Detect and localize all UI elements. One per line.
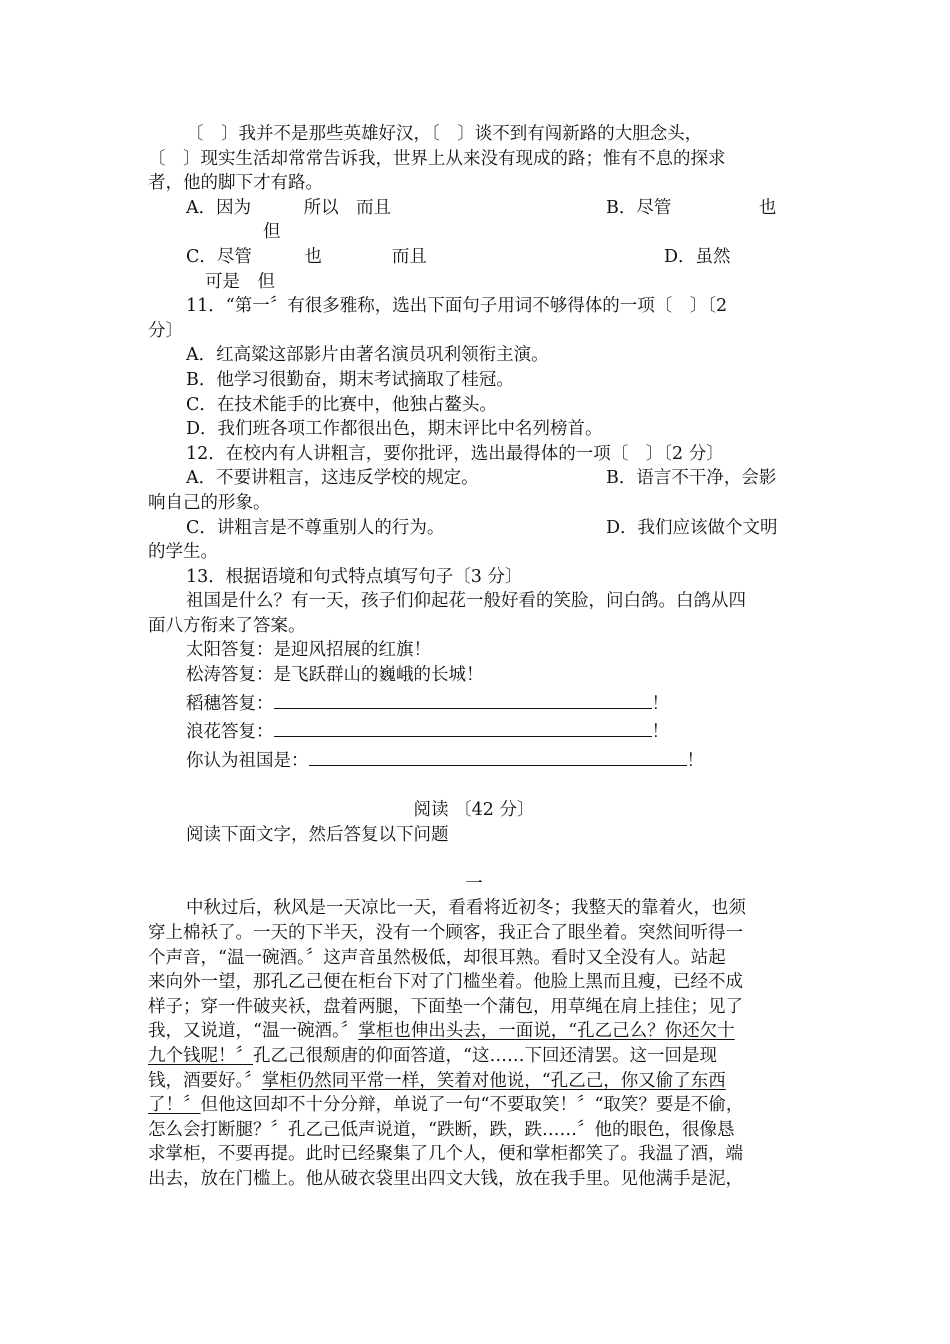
passage-line: 中秋过后，秋风是一天凉比一天，看看将近初冬；我整天的靠着火，也须 — [186, 898, 746, 919]
q11-stem: 11．“第一〞有很多雅称，选出下面句子用词不够得体的一项〔 〕〔2 — [186, 296, 728, 317]
q10-options-ab — [148, 196, 800, 221]
q11-option-d: D．我们班各项工作都很出色，期末评比中名列榜首。 — [186, 419, 603, 440]
passage-underlined-text: 九个钱呢！〞 — [148, 1045, 253, 1066]
q13-rice-label: 稻穗答复： — [186, 693, 274, 714]
q12-option-a: A．不要讲粗言，这违反学校的规定。 — [186, 468, 479, 489]
passage-line — [148, 1069, 800, 1094]
passage-line: 来向外一望，那孔乙己便在柜台下对了门槛坐着。他脸上黑而且瘦，已经不成 — [148, 972, 743, 993]
q13-you-blank[interactable] — [309, 745, 687, 766]
passage-line: 穿上棉袄了。一天的下半天，没有一个顾客，我正合了眼坐着。突然间听得一 — [148, 923, 743, 943]
passage-underlined-text: 掌柜也伸出头去，一面说，“孔乙己么？你还欠十 — [358, 1021, 735, 1042]
q12-option-b-wrap: 响自己的形象。 — [148, 492, 271, 513]
passage-line — [148, 1019, 800, 1044]
q13-you-row — [148, 745, 800, 774]
passage-line: 样子；穿一件破夹袄，盘着两腿，下面垫一个蒲包，用草绳在肩上挂住；见了 — [148, 996, 743, 1017]
q13-rice-blank[interactable] — [274, 688, 652, 709]
q13-wave-blank[interactable] — [274, 716, 652, 737]
q13-wave-row — [148, 716, 800, 745]
q10-option-c: C．尽管 也 而且 — [186, 246, 427, 267]
q11-option-b: B．他学习很勤奋，期末考试摘取了桂冠。 — [186, 369, 514, 390]
q12-option-d-wrap: 的学生。 — [148, 542, 218, 563]
q10-stem-line1: 〔 〕我并不是那些英雄好汉，〔 〕谈不到有闯新路的大胆念头， — [186, 124, 703, 144]
q13-wave-end: ！ — [651, 722, 669, 743]
q12-stem: 12．在校内有人讲粗言，要你批评，选出最得体的一项〔 〕〔2 分〕 — [186, 443, 724, 464]
q13-wave-label: 浪花答复： — [186, 722, 274, 743]
q10-options-cd — [148, 245, 800, 270]
exam-page — [148, 122, 800, 1192]
passage-line: 怎么会打断腿？〞孔乙己低声说道，“跌断，跌，跌……〞他的眼色，很像恳 — [148, 1119, 735, 1140]
q13-you-end: ！ — [686, 750, 704, 771]
q10-option-d-wrap: 可是 但 — [205, 271, 275, 292]
q13-sun-answer: 太阳答复：是迎风招展的红旗！ — [186, 640, 431, 661]
q11-option-c: C．在技术能手的比赛中，他独占鳌头。 — [186, 394, 497, 415]
reading-section-number: 一 — [465, 873, 483, 894]
reading-heading: 阅读 〔42 分〕 — [413, 800, 535, 821]
passage-line: 出去，放在门槛上。他从破衣袋里出四文大钱，放在我手里。见他满手是泥， — [148, 1168, 743, 1189]
passage-line: 求掌柜，不要再提。此时已经聚集了几个人，便和掌柜都笑了。我温了酒，端 — [148, 1144, 743, 1165]
passage-underlined-text: 了！〞 — [148, 1095, 201, 1116]
reading-instruction: 阅读下面文字，然后答复以下问题 — [186, 824, 449, 845]
passage-line: 个声音，“温一碗酒。〞这声音虽然极低，却很耳熟。看时又全没有人。站起 — [148, 947, 726, 968]
passage-text: 钱，酒要好。〞 — [148, 1070, 262, 1091]
q10-option-a: A．因为 所以 而且 — [186, 197, 392, 218]
passage-text: 孔乙己很颓唐的仰面答道，“这……下回还清罢。这一回是现 — [253, 1045, 717, 1066]
passage-line — [148, 1093, 800, 1118]
q10-option-b-wrap: 但 — [263, 222, 281, 243]
q10-stem-line3: 者，他的脚下才有路。 — [148, 173, 323, 194]
q10-stem-line2: 〔 〕现实生活却常常告诉我，世界上从来没有现成的路；惟有不息的探求 — [148, 148, 726, 169]
q11-option-a: A．红高粱这部影片由著名演员巩利领衔主演。 — [186, 345, 549, 366]
q13-rice-row — [148, 688, 800, 717]
q13-rice-end: ！ — [651, 693, 669, 714]
passage-text: 但他这回却不十分分辩，单说了一句“不要取笑！〞“取笑？要是不偷， — [200, 1095, 744, 1116]
passage-underlined-text: 掌柜仍然同平常一样，笑着对他说，“孔乙己，你又偷了东西 — [261, 1070, 726, 1091]
passage-line — [148, 1044, 800, 1069]
q10-option-b: B．尽管 也 — [606, 197, 777, 218]
q10-option-d: D．虽然 — [664, 246, 731, 267]
q12-options-ab — [148, 466, 800, 491]
passage-text: 我，又说道，“温一碗酒。〞 — [148, 1021, 359, 1042]
q13-context-line1: 祖国是什么？有一天，孩子们仰起花一般好看的笑脸，问白鸽。白鸽从四 — [186, 591, 746, 612]
q13-context-line2: 面八方衔来了答案。 — [148, 615, 306, 636]
q12-option-d: D．我们应该做个文明 — [606, 517, 778, 538]
q13-pine-answer: 松涛答复：是飞跃群山的巍峨的长城！ — [186, 665, 484, 686]
q11-stem-wrap: 分〕 — [148, 320, 183, 341]
q13-stem: 13．根据语境和句式特点填写句子〔3 分〕 — [186, 566, 523, 587]
q12-option-b: B．语言不干净，会影 — [606, 468, 777, 489]
q12-options-cd — [148, 516, 800, 541]
q12-option-c: C．讲粗言是不尊重别人的行为。 — [186, 517, 445, 538]
q13-you-label: 你认为祖国是： — [186, 750, 309, 771]
